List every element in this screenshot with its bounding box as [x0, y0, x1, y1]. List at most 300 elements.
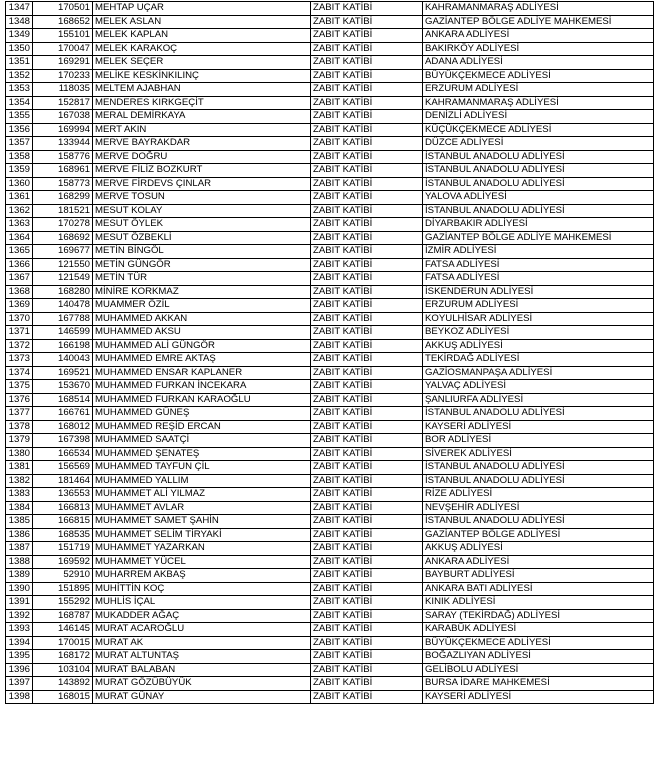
table-row — [6, 110, 654, 124]
name-cell: MUHAMMED AKKAN — [93, 312, 311, 326]
id-cell: 136553 — [33, 488, 93, 502]
id-cell: 158773 — [33, 177, 93, 191]
title-cell: ZABIT KATİBİ — [311, 191, 423, 205]
office-cell: İSKENDERUN ADLİYESİ — [423, 285, 654, 299]
title-cell: ZABIT KATİBİ — [311, 177, 423, 191]
table-row — [6, 434, 654, 448]
id-cell: 181521 — [33, 204, 93, 218]
name-cell: MURAT AK — [93, 636, 311, 650]
name-cell: MURAT ALTUNTAŞ — [93, 650, 311, 664]
table-row — [6, 501, 654, 515]
title-cell: ZABIT KATİBİ — [311, 218, 423, 232]
table-row — [6, 150, 654, 164]
office-cell: BURSA İDARE MAHKEMESİ — [423, 677, 654, 691]
name-cell: MUHİTTİN KOÇ — [93, 582, 311, 596]
title-cell: ZABIT KATİBİ — [311, 596, 423, 610]
row-number-cell: 1356 — [6, 123, 33, 137]
row-number-cell: 1374 — [6, 366, 33, 380]
name-cell: MUHAMMET YAZARKAN — [93, 542, 311, 556]
name-cell: MUHAMMED FURKAN KARAOĞLU — [93, 393, 311, 407]
office-cell: İSTANBUL ANADOLU ADLİYESİ — [423, 177, 654, 191]
table-row — [6, 623, 654, 637]
office-cell: ANKARA ADLİYESİ — [423, 555, 654, 569]
name-cell: MESUT ÖZBEKLİ — [93, 231, 311, 245]
name-cell: MELEK KARAKOÇ — [93, 42, 311, 56]
row-number-cell: 1383 — [6, 488, 33, 502]
row-number-cell: 1391 — [6, 596, 33, 610]
id-cell: 168172 — [33, 650, 93, 664]
title-cell: ZABIT KATİBİ — [311, 245, 423, 259]
id-cell: 133944 — [33, 137, 93, 151]
id-cell: 151719 — [33, 542, 93, 556]
table-row — [6, 555, 654, 569]
office-cell: DENİZLİ ADLİYESİ — [423, 110, 654, 124]
id-cell: 169994 — [33, 123, 93, 137]
id-cell: 167398 — [33, 434, 93, 448]
row-number-cell: 1350 — [6, 42, 33, 56]
name-cell: MİNİRE KORKMAZ — [93, 285, 311, 299]
name-cell: METİN GÜNGÖR — [93, 258, 311, 272]
id-cell: 168961 — [33, 164, 93, 178]
office-cell: KAYSERİ ADLİYESİ — [423, 420, 654, 434]
office-cell: ERZURUM ADLİYESİ — [423, 299, 654, 313]
table-row — [6, 366, 654, 380]
id-cell: 168514 — [33, 393, 93, 407]
id-cell: 169592 — [33, 555, 93, 569]
row-number-cell: 1398 — [6, 690, 33, 704]
title-cell: ZABIT KATİBİ — [311, 528, 423, 542]
title-cell: ZABIT KATİBİ — [311, 110, 423, 124]
id-cell: 170047 — [33, 42, 93, 56]
id-cell: 168652 — [33, 15, 93, 29]
table-row — [6, 393, 654, 407]
row-number-cell: 1394 — [6, 636, 33, 650]
title-cell: ZABIT KATİBİ — [311, 609, 423, 623]
name-cell: MUHAMMET SELİM TİRYAKİ — [93, 528, 311, 542]
row-number-cell: 1365 — [6, 245, 33, 259]
name-cell: MERVE DOĞRU — [93, 150, 311, 164]
table-row — [6, 191, 654, 205]
title-cell: ZABIT KATİBİ — [311, 150, 423, 164]
row-number-cell: 1360 — [6, 177, 33, 191]
row-number-cell: 1373 — [6, 353, 33, 367]
title-cell: ZABIT KATİBİ — [311, 326, 423, 340]
name-cell: MURAT BALABAN — [93, 663, 311, 677]
table-row — [6, 326, 654, 340]
spreadsheet — [5, 1, 654, 704]
name-cell: MUHAMMED EMRE AKTAŞ — [93, 353, 311, 367]
title-cell: ZABIT KATİBİ — [311, 258, 423, 272]
table-row — [6, 488, 654, 502]
office-cell: BOR ADLİYESİ — [423, 434, 654, 448]
id-cell: 118035 — [33, 83, 93, 97]
id-cell: 151895 — [33, 582, 93, 596]
table-row — [6, 663, 654, 677]
office-cell: BAKIRKÖY ADLİYESİ — [423, 42, 654, 56]
title-cell: ZABIT KATİBİ — [311, 663, 423, 677]
id-cell: 167788 — [33, 312, 93, 326]
id-cell: 152817 — [33, 96, 93, 110]
table-row — [6, 339, 654, 353]
title-cell: ZABIT KATİBİ — [311, 407, 423, 421]
id-cell: 166761 — [33, 407, 93, 421]
table-row — [6, 582, 654, 596]
name-cell: MURAT GÜNAY — [93, 690, 311, 704]
table-row — [6, 515, 654, 529]
table-row — [6, 245, 654, 259]
name-cell: MERVE FİRDEVS ÇINLAR — [93, 177, 311, 191]
office-cell: KINIK ADLİYESİ — [423, 596, 654, 610]
row-number-cell: 1347 — [6, 2, 33, 16]
office-cell: GAZİANTEP BÖLGE ADLİYE MAHKEMESİ — [423, 231, 654, 245]
office-cell: ERZURUM ADLİYESİ — [423, 83, 654, 97]
table-row — [6, 164, 654, 178]
table-row — [6, 69, 654, 83]
row-number-cell: 1376 — [6, 393, 33, 407]
table-row — [6, 474, 654, 488]
id-cell: 169521 — [33, 366, 93, 380]
title-cell: ZABIT KATİBİ — [311, 461, 423, 475]
id-cell: 140043 — [33, 353, 93, 367]
name-cell: MESUT ÖYLEK — [93, 218, 311, 232]
title-cell: ZABIT KATİBİ — [311, 447, 423, 461]
id-cell: 121549 — [33, 272, 93, 286]
row-number-cell: 1348 — [6, 15, 33, 29]
office-cell: GAZİOSMANPAŞA ADLİYESİ — [423, 366, 654, 380]
row-number-cell: 1392 — [6, 609, 33, 623]
id-cell: 146145 — [33, 623, 93, 637]
title-cell: ZABIT KATİBİ — [311, 542, 423, 556]
office-cell: RİZE ADLİYESİ — [423, 488, 654, 502]
row-number-cell: 1385 — [6, 515, 33, 529]
name-cell: MERAL DEMİRKAYA — [93, 110, 311, 124]
id-cell: 103104 — [33, 663, 93, 677]
row-number-cell: 1381 — [6, 461, 33, 475]
name-cell: MENDERES KIRKGEÇİT — [93, 96, 311, 110]
title-cell: ZABIT KATİBİ — [311, 636, 423, 650]
table-row — [6, 137, 654, 151]
table-row — [6, 690, 654, 704]
id-cell: 168692 — [33, 231, 93, 245]
office-cell: BÜYÜKÇEKMECE ADLİYESİ — [423, 636, 654, 650]
row-number-cell: 1395 — [6, 650, 33, 664]
id-cell: 168015 — [33, 690, 93, 704]
id-cell: 168299 — [33, 191, 93, 205]
title-cell: ZABIT KATİBİ — [311, 137, 423, 151]
title-cell: ZABIT KATİBİ — [311, 474, 423, 488]
title-cell: ZABIT KATİBİ — [311, 582, 423, 596]
row-number-cell: 1379 — [6, 434, 33, 448]
table-row — [6, 15, 654, 29]
name-cell: MUHAMMED SAATÇİ — [93, 434, 311, 448]
row-number-cell: 1380 — [6, 447, 33, 461]
office-cell: BAYBURT ADLİYESİ — [423, 569, 654, 583]
name-cell: MUHAMMET SAMET ŞAHİN — [93, 515, 311, 529]
title-cell: ZABIT KATİBİ — [311, 164, 423, 178]
id-cell: 168535 — [33, 528, 93, 542]
id-cell: 155292 — [33, 596, 93, 610]
table-row — [6, 609, 654, 623]
row-number-cell: 1375 — [6, 380, 33, 394]
id-cell: 181464 — [33, 474, 93, 488]
id-cell: 158776 — [33, 150, 93, 164]
row-number-cell: 1397 — [6, 677, 33, 691]
office-cell: AKKUŞ ADLİYESİ — [423, 542, 654, 556]
table-row — [6, 29, 654, 43]
row-number-cell: 1384 — [6, 501, 33, 515]
title-cell: ZABIT KATİBİ — [311, 29, 423, 43]
table-row — [6, 420, 654, 434]
id-cell: 169677 — [33, 245, 93, 259]
row-number-cell: 1362 — [6, 204, 33, 218]
name-cell: MERVE TOSUN — [93, 191, 311, 205]
title-cell: ZABIT KATİBİ — [311, 96, 423, 110]
row-number-cell: 1370 — [6, 312, 33, 326]
id-cell: 155101 — [33, 29, 93, 43]
table-row — [6, 569, 654, 583]
name-cell: MUHAMMED ALİ GÜNGÖR — [93, 339, 311, 353]
office-cell: İSTANBUL ANADOLU ADLİYESİ — [423, 461, 654, 475]
data-table — [5, 1, 654, 704]
id-cell: 170278 — [33, 218, 93, 232]
title-cell: ZABIT KATİBİ — [311, 83, 423, 97]
office-cell: NEVŞEHİR ADLİYESİ — [423, 501, 654, 515]
office-cell: TEKİRDAĞ ADLİYESİ — [423, 353, 654, 367]
title-cell: ZABIT KATİBİ — [311, 312, 423, 326]
table-row — [6, 677, 654, 691]
office-cell: KARABÜK ADLİYESİ — [423, 623, 654, 637]
title-cell: ZABIT KATİBİ — [311, 285, 423, 299]
table-row — [6, 231, 654, 245]
id-cell: 166198 — [33, 339, 93, 353]
title-cell: ZABIT KATİBİ — [311, 339, 423, 353]
row-number-cell: 1377 — [6, 407, 33, 421]
row-number-cell: 1369 — [6, 299, 33, 313]
office-cell: ANKARA ADLİYESİ — [423, 29, 654, 43]
row-number-cell: 1371 — [6, 326, 33, 340]
table-row — [6, 96, 654, 110]
name-cell: MURAT GÖZÜBÜYÜK — [93, 677, 311, 691]
name-cell: MEHTAP UÇAR — [93, 2, 311, 16]
id-cell: 170015 — [33, 636, 93, 650]
id-cell: 169291 — [33, 56, 93, 70]
office-cell: DÜZCE ADLİYESİ — [423, 137, 654, 151]
office-cell: GAZİANTEP BÖLGE ADLİYESİ — [423, 528, 654, 542]
name-cell: MUHLİS İÇAL — [93, 596, 311, 610]
name-cell: MUHAMMED ENSAR KAPLANER — [93, 366, 311, 380]
name-cell: MUHAMMED GÜNEŞ — [93, 407, 311, 421]
name-cell: MUHAMMED REŞİD ERCAN — [93, 420, 311, 434]
row-number-cell: 1359 — [6, 164, 33, 178]
table-row — [6, 461, 654, 475]
table-row — [6, 56, 654, 70]
row-number-cell: 1361 — [6, 191, 33, 205]
office-cell: DİYARBAKIR ADLİYESİ — [423, 218, 654, 232]
name-cell: MESUT KOLAY — [93, 204, 311, 218]
table-row — [6, 285, 654, 299]
office-cell: ŞANLIURFA ADLİYESİ — [423, 393, 654, 407]
row-number-cell: 1396 — [6, 663, 33, 677]
title-cell: ZABIT KATİBİ — [311, 623, 423, 637]
name-cell: MUHARREM AKBAŞ — [93, 569, 311, 583]
title-cell: ZABIT KATİBİ — [311, 488, 423, 502]
office-cell: İSTANBUL ANADOLU ADLİYESİ — [423, 515, 654, 529]
office-cell: SİVEREK ADLİYESİ — [423, 447, 654, 461]
table-row — [6, 353, 654, 367]
table-row — [6, 299, 654, 313]
row-number-cell: 1390 — [6, 582, 33, 596]
office-cell: İSTANBUL ANADOLU ADLİYESİ — [423, 150, 654, 164]
office-cell: KAHRAMANMARAŞ ADLİYESİ — [423, 2, 654, 16]
table-row — [6, 42, 654, 56]
row-number-cell: 1349 — [6, 29, 33, 43]
id-cell: 168787 — [33, 609, 93, 623]
name-cell: MUHAMMED TAYFUN ÇİL — [93, 461, 311, 475]
row-number-cell: 1372 — [6, 339, 33, 353]
table-row — [6, 218, 654, 232]
table-row — [6, 177, 654, 191]
title-cell: ZABIT KATİBİ — [311, 42, 423, 56]
row-number-cell: 1358 — [6, 150, 33, 164]
id-cell: 170233 — [33, 69, 93, 83]
row-number-cell: 1389 — [6, 569, 33, 583]
table-row — [6, 407, 654, 421]
name-cell: MELEK KAPLAN — [93, 29, 311, 43]
name-cell: MUHAMMED AKSU — [93, 326, 311, 340]
office-cell: ANKARA BATI ADLİYESİ — [423, 582, 654, 596]
title-cell: ZABIT KATİBİ — [311, 299, 423, 313]
title-cell: ZABIT KATİBİ — [311, 434, 423, 448]
office-cell: KAHRAMANMARAŞ ADLİYESİ — [423, 96, 654, 110]
office-cell: AKKUŞ ADLİYESİ — [423, 339, 654, 353]
name-cell: MUAMMER ÖZİL — [93, 299, 311, 313]
office-cell: FATSA ADLİYESİ — [423, 258, 654, 272]
row-number-cell: 1355 — [6, 110, 33, 124]
row-number-cell: 1351 — [6, 56, 33, 70]
title-cell: ZABIT KATİBİ — [311, 2, 423, 16]
title-cell: ZABIT KATİBİ — [311, 15, 423, 29]
id-cell: 170501 — [33, 2, 93, 16]
table-row — [6, 596, 654, 610]
office-cell: KAYSERİ ADLİYESİ — [423, 690, 654, 704]
row-number-cell: 1388 — [6, 555, 33, 569]
row-number-cell: 1382 — [6, 474, 33, 488]
office-cell: İSTANBUL ANADOLU ADLİYESİ — [423, 204, 654, 218]
table-row — [6, 636, 654, 650]
office-cell: İSTANBUL ANADOLU ADLİYESİ — [423, 164, 654, 178]
id-cell: 153670 — [33, 380, 93, 394]
title-cell: ZABIT KATİBİ — [311, 515, 423, 529]
row-number-cell: 1366 — [6, 258, 33, 272]
table-row — [6, 312, 654, 326]
id-cell: 146599 — [33, 326, 93, 340]
name-cell: MERVE BAYRAKDAR — [93, 137, 311, 151]
office-cell: İZMİR ADLİYESİ — [423, 245, 654, 259]
row-number-cell: 1352 — [6, 69, 33, 83]
office-cell: GELİBOLU ADLİYESİ — [423, 663, 654, 677]
row-number-cell: 1363 — [6, 218, 33, 232]
name-cell: MELEK SEÇER — [93, 56, 311, 70]
id-cell: 168012 — [33, 420, 93, 434]
title-cell: ZABIT KATİBİ — [311, 690, 423, 704]
table-row — [6, 380, 654, 394]
table-row — [6, 204, 654, 218]
office-cell: BOĞAZLIYAN ADLİYESİ — [423, 650, 654, 664]
id-cell: 121550 — [33, 258, 93, 272]
name-cell: MUKADDER AĞAÇ — [93, 609, 311, 623]
office-cell: YALVAÇ ADLİYESİ — [423, 380, 654, 394]
name-cell: MERT AKIN — [93, 123, 311, 137]
name-cell: MUHAMMED YALLIM — [93, 474, 311, 488]
office-cell: KOYULHİSAR ADLİYESİ — [423, 312, 654, 326]
id-cell: 143892 — [33, 677, 93, 691]
row-number-cell: 1353 — [6, 83, 33, 97]
table-row — [6, 258, 654, 272]
id-cell: 167038 — [33, 110, 93, 124]
table-row — [6, 2, 654, 16]
title-cell: ZABIT KATİBİ — [311, 420, 423, 434]
title-cell: ZABIT KATİBİ — [311, 69, 423, 83]
title-cell: ZABIT KATİBİ — [311, 677, 423, 691]
title-cell: ZABIT KATİBİ — [311, 272, 423, 286]
name-cell: METİN BİNGÖL — [93, 245, 311, 259]
row-number-cell: 1354 — [6, 96, 33, 110]
row-number-cell: 1367 — [6, 272, 33, 286]
name-cell: MUHAMMED ŞENATEŞ — [93, 447, 311, 461]
title-cell: ZABIT KATİBİ — [311, 393, 423, 407]
id-cell: 168280 — [33, 285, 93, 299]
table-row — [6, 542, 654, 556]
title-cell: ZABIT KATİBİ — [311, 353, 423, 367]
row-number-cell: 1386 — [6, 528, 33, 542]
id-cell: 140478 — [33, 299, 93, 313]
office-cell: YALOVA ADLİYESİ — [423, 191, 654, 205]
office-cell: BÜYÜKÇEKMECE ADLİYESİ — [423, 69, 654, 83]
table-body — [6, 2, 654, 704]
table-row — [6, 272, 654, 286]
office-cell: İSTANBUL ANADOLU ADLİYESİ — [423, 407, 654, 421]
id-cell: 166534 — [33, 447, 93, 461]
row-number-cell: 1378 — [6, 420, 33, 434]
title-cell: ZABIT KATİBİ — [311, 501, 423, 515]
name-cell: MELEK ASLAN — [93, 15, 311, 29]
name-cell: MUHAMMET AVLAR — [93, 501, 311, 515]
name-cell: MERVE FİLİZ BOZKURT — [93, 164, 311, 178]
title-cell: ZABIT KATİBİ — [311, 366, 423, 380]
table-row — [6, 528, 654, 542]
row-number-cell: 1393 — [6, 623, 33, 637]
office-cell: GAZİANTEP BÖLGE ADLİYE MAHKEMESİ — [423, 15, 654, 29]
office-cell: ADANA ADLİYESİ — [423, 56, 654, 70]
name-cell: MUHAMMET ALİ YILMAZ — [93, 488, 311, 502]
title-cell: ZABIT KATİBİ — [311, 56, 423, 70]
row-number-cell: 1368 — [6, 285, 33, 299]
row-number-cell: 1387 — [6, 542, 33, 556]
table-row — [6, 650, 654, 664]
row-number-cell: 1364 — [6, 231, 33, 245]
name-cell: MURAT ACAROĞLU — [93, 623, 311, 637]
id-cell: 52910 — [33, 569, 93, 583]
name-cell: MELİKE KESKİNKILINÇ — [93, 69, 311, 83]
office-cell: İSTANBUL ANADOLU ADLİYESİ — [423, 474, 654, 488]
title-cell: ZABIT KATİBİ — [311, 650, 423, 664]
title-cell: ZABIT KATİBİ — [311, 380, 423, 394]
title-cell: ZABIT KATİBİ — [311, 123, 423, 137]
office-cell: FATSA ADLİYESİ — [423, 272, 654, 286]
row-number-cell: 1357 — [6, 137, 33, 151]
name-cell: MUHAMMET YÜCEL — [93, 555, 311, 569]
title-cell: ZABIT KATİBİ — [311, 569, 423, 583]
